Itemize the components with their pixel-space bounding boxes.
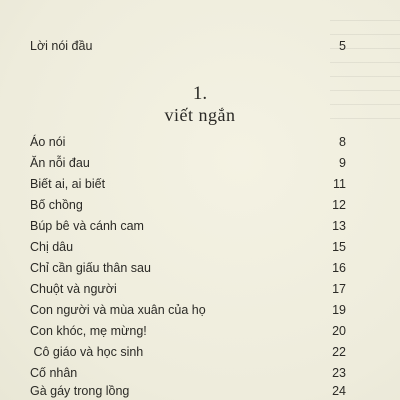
toc-entry-title: Búp bê và cánh cam xyxy=(30,219,144,233)
toc-entry-title: Con khóc, mẹ mừng! xyxy=(30,324,147,338)
toc-entry-page: 13 xyxy=(332,219,346,233)
toc-entry-page: 8 xyxy=(339,135,346,149)
toc-entry-title: Lời nói đầu xyxy=(30,39,93,53)
toc-entry[interactable] xyxy=(30,280,346,298)
toc-entry-title: Bố chồng xyxy=(30,198,83,212)
toc-entry[interactable] xyxy=(30,133,346,151)
toc-entry-intro[interactable] xyxy=(30,37,346,55)
section-title: viết ngắn xyxy=(164,105,236,125)
toc-entry-title: Biết ai, ai biết xyxy=(30,177,106,191)
toc-entry[interactable] xyxy=(30,196,346,214)
toc-entry[interactable] xyxy=(30,175,346,193)
toc-entry[interactable] xyxy=(30,259,346,277)
toc-entry-title: Chỉ cần giấu thân sau xyxy=(30,261,151,275)
toc-entry-title: Áo nói xyxy=(30,135,66,149)
toc-entry[interactable] xyxy=(30,217,346,235)
toc-entry-title: Chị dâu xyxy=(30,240,74,254)
toc-entry-title: Cố nhân xyxy=(30,366,78,380)
toc-entry-title: Cô giáo và học sinh xyxy=(30,345,144,359)
toc-entry[interactable] xyxy=(30,322,346,340)
toc-entry[interactable] xyxy=(30,238,346,256)
toc-entry[interactable] xyxy=(30,301,346,319)
toc-entry[interactable] xyxy=(30,382,346,400)
toc-entry-title: Con người và mùa xuân của họ xyxy=(30,303,206,317)
toc-entry-title: Gà gáy trong lồng xyxy=(30,384,130,398)
toc-entry-page: 20 xyxy=(332,324,346,338)
toc-entry-page: 24 xyxy=(332,384,346,398)
toc-entry-page: 19 xyxy=(332,303,346,317)
toc-entry-page: 9 xyxy=(339,156,346,170)
toc-entry[interactable] xyxy=(30,364,346,382)
toc-entry-page: 12 xyxy=(332,198,346,212)
toc-entry-title: Chuột và người xyxy=(30,282,117,296)
toc-entry[interactable] xyxy=(30,343,346,361)
toc-entry-page: 5 xyxy=(339,39,346,53)
toc-entry[interactable] xyxy=(30,154,346,172)
toc-entry-page: 17 xyxy=(332,282,346,296)
toc-entry-page: 22 xyxy=(332,345,346,359)
toc-entry-title: Ăn nỗi đau xyxy=(30,156,90,170)
toc-entry-page: 11 xyxy=(333,177,346,191)
toc-entry-page: 15 xyxy=(332,240,346,254)
toc-entry-page: 23 xyxy=(332,366,346,380)
toc-entry-page: 16 xyxy=(332,261,346,275)
section-number: 1. xyxy=(192,83,208,104)
